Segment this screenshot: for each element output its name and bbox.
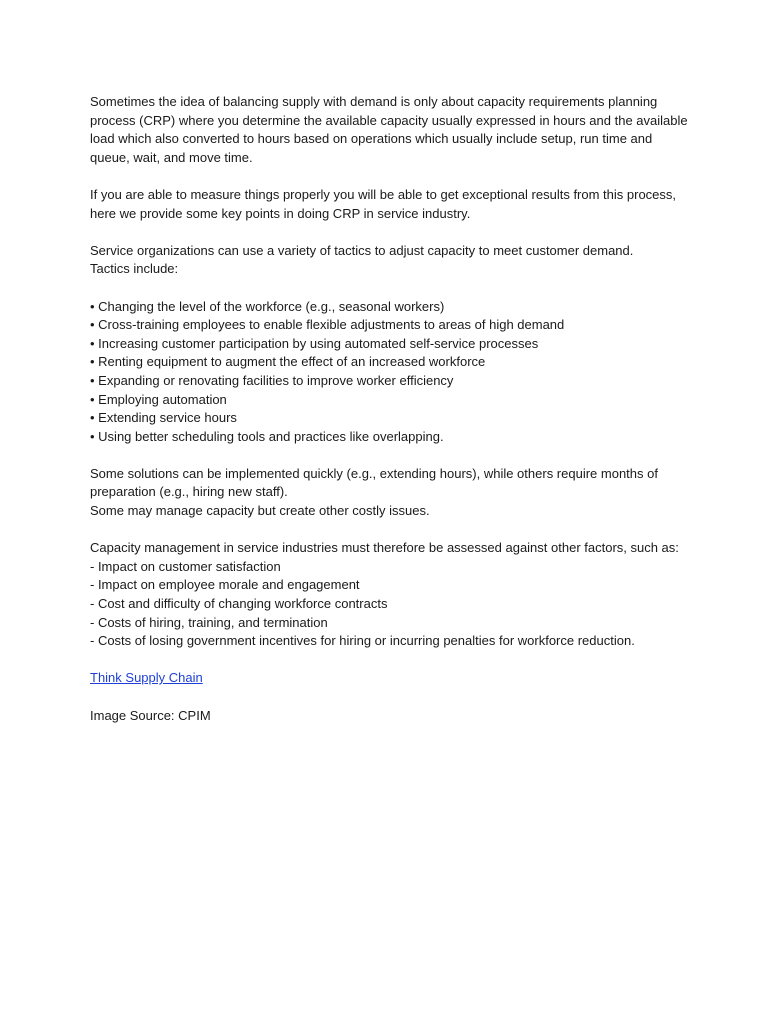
text-line: here we provide some key points in doing CRP in service industry.	[90, 205, 471, 221]
list-item: - Cost and difficulty of changing workforce contracts	[90, 596, 388, 612]
text-line: load which also converted to hours based on operations which usually include setup, run time and	[90, 131, 653, 147]
image-source-text: Image Source: CPIM	[90, 707, 211, 723]
list-item: - Costs of hiring, training, and termination	[90, 614, 328, 630]
text-line: Tactics include:	[90, 261, 179, 277]
text-line: Capacity management in service industries must therefore be assessed against other factors, such as:	[90, 540, 679, 556]
list-item: • Expanding or renovating facilities to improve worker efficiency	[90, 372, 454, 388]
list-item: - Impact on employee morale and engagement	[90, 577, 360, 593]
text-line: If you are able to measure things properly you will be able to get exceptional results from this process,	[90, 186, 677, 202]
list-item: • Changing the level of the workforce (e.g., seasonal workers)	[90, 298, 445, 314]
tactics-intro-paragraph	[90, 242, 690, 279]
intro-paragraph	[90, 93, 690, 167]
think-supply-chain-link[interactable]: Think Supply Chain	[90, 670, 203, 686]
list-item: • Cross-training employees to enable flexible adjustments to areas of high demand	[90, 317, 565, 333]
measure-paragraph	[90, 186, 690, 223]
text-line: Sometimes the idea of balancing supply with demand is only about capacity requirements planning	[90, 94, 658, 109]
list-item: • Employing automation	[90, 391, 227, 407]
list-item: - Impact on customer satisfaction	[90, 558, 281, 574]
text-line: queue, wait, and move time.	[90, 149, 253, 165]
link-paragraph	[90, 669, 690, 688]
text-line: Service organizations can use a variety of tactics to adjust capacity to meet customer demand.	[90, 242, 634, 258]
list-item: • Increasing customer participation by using automated self-service processes	[90, 335, 539, 351]
document-body	[90, 93, 690, 744]
image-source-paragraph	[90, 707, 690, 726]
list-item: • Using better scheduling tools and practices like overlapping.	[90, 428, 444, 444]
tactics-list	[90, 298, 690, 447]
text-line: Some may manage capacity but create other costly issues.	[90, 503, 430, 519]
list-item: • Renting equipment to augment the effect of an increased workforce	[90, 354, 486, 370]
factors-paragraph	[90, 539, 690, 651]
text-line: Some solutions can be implemented quickly (e.g., extending hours), while others require months of	[90, 465, 658, 481]
list-item: - Costs of losing government incentives for hiring or incurring penalties for workforce reduction.	[90, 633, 635, 649]
text-line: process (CRP) where you determine the available capacity usually expressed in hours and the available	[90, 112, 688, 128]
text-line: preparation (e.g., hiring new staff).	[90, 484, 288, 500]
solutions-paragraph	[90, 465, 690, 521]
list-item: • Extending service hours	[90, 410, 237, 426]
